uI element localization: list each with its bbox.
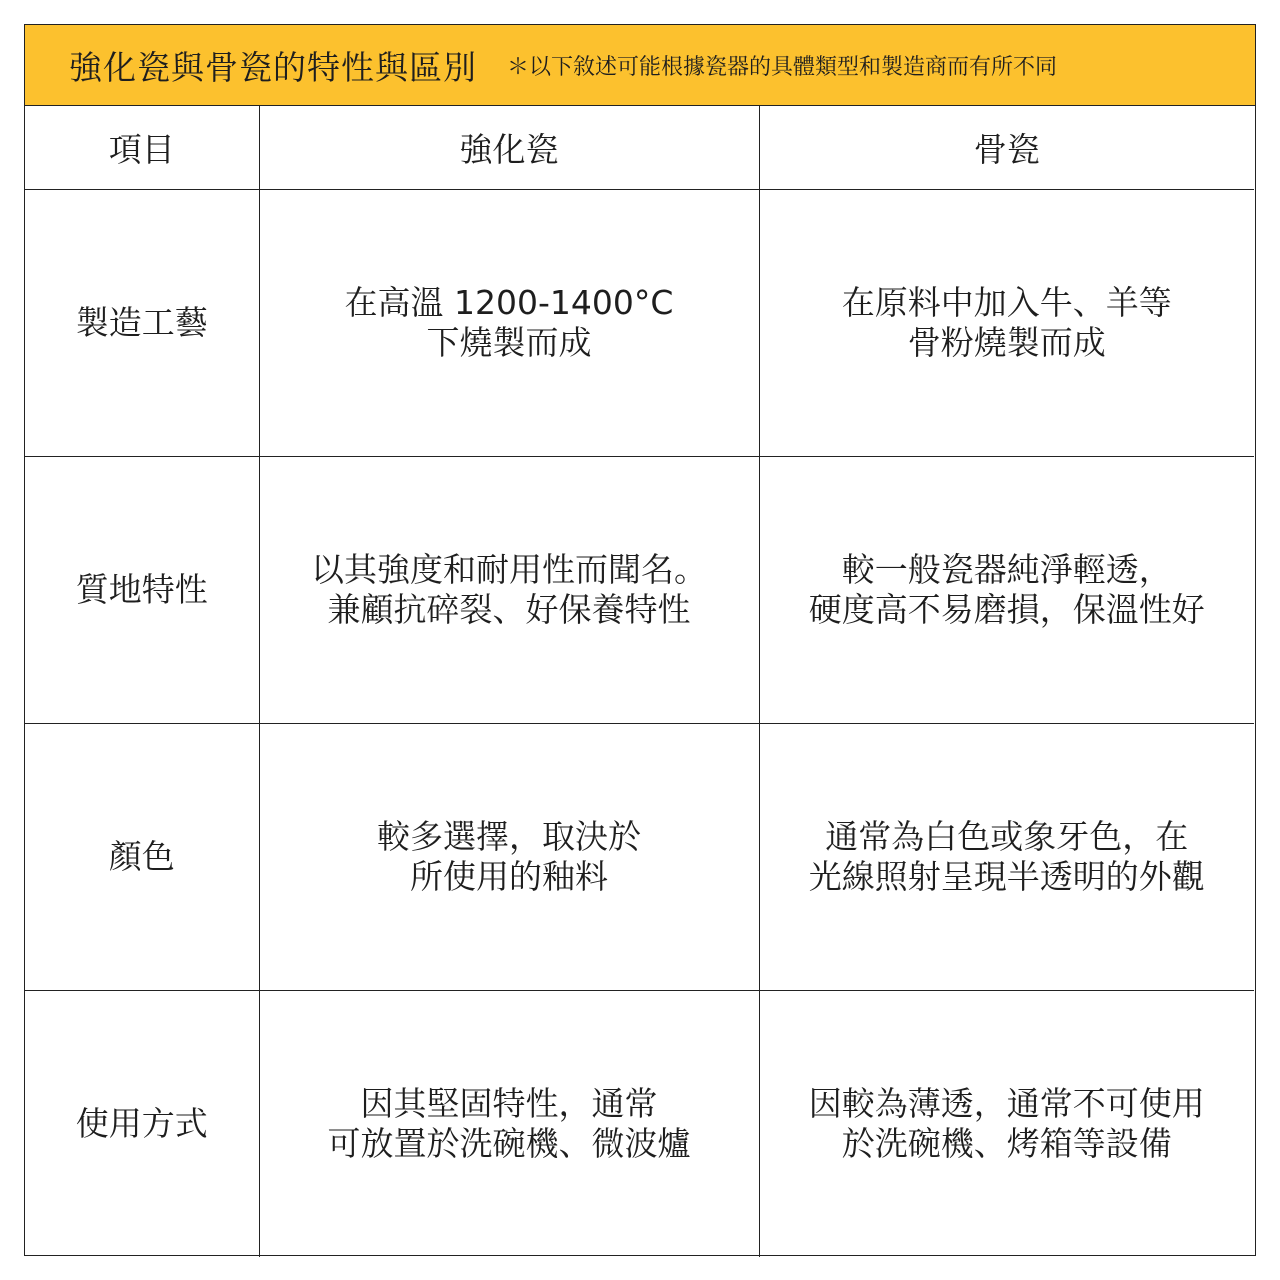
cell-line: 較多選擇，取決於 [377,816,641,856]
cell-line: 於洗碗機、烤箱等設備 [841,1123,1172,1163]
comparison-table [25,106,1254,1257]
comparison-card [24,24,1256,1256]
cell-line: 光線照射呈現半透明的外觀 [808,856,1205,896]
table-header-row [25,106,1254,189]
table-row-texture [25,456,1254,723]
cell-line: 因其堅固特性，通常 [360,1083,658,1123]
strengthened-cell [259,723,759,990]
cell-line: 在原料中加入牛、羊等 [841,282,1172,322]
bone-cell [759,456,1254,723]
column-header-bone-china: 骨瓷 [759,106,1254,189]
bone-cell [759,990,1254,1257]
cell-line: 所使用的釉料 [410,856,608,896]
table-row-color [25,723,1254,990]
cell-line: 可放置於洗碗機、微波爐 [327,1123,691,1163]
bone-cell [759,189,1254,456]
row-label: 顏色 [25,723,259,990]
cell-line: 因較為薄透，通常不可使用 [808,1083,1205,1123]
table-row-manufacturing [25,189,1254,456]
title-banner [25,25,1255,106]
strengthened-cell [259,456,759,723]
cell-line: 較一般瓷器純淨輕透， [841,549,1172,589]
row-label: 製造工藝 [25,189,259,456]
disclaimer-note: ＊以下敘述可能根據瓷器的具體類型和製造商而有所不同 [507,54,1058,80]
cell-line: 兼顧抗碎裂、好保養特性 [327,589,691,629]
cell-line: 通常為白色或象牙色，在 [825,816,1189,856]
column-header-item: 項目 [25,106,259,189]
page-title: 強化瓷與骨瓷的特性與區別 [69,47,477,87]
table-row-usage [25,990,1254,1257]
cell-line: 以其強度和耐用性而聞名。 [311,549,707,589]
column-header-strengthened-porcelain: 強化瓷 [259,106,759,189]
cell-line: 下燒製而成 [426,322,592,362]
cell-line: 硬度高不易磨損，保溫性好 [808,589,1205,629]
bone-cell [759,723,1254,990]
row-label: 使用方式 [25,990,259,1257]
row-label: 質地特性 [25,456,259,723]
strengthened-cell [259,990,759,1257]
strengthened-cell [259,189,759,456]
cell-line: 骨粉燒製而成 [907,322,1106,362]
cell-line: 在高溫 1200-1400°C [344,282,674,322]
